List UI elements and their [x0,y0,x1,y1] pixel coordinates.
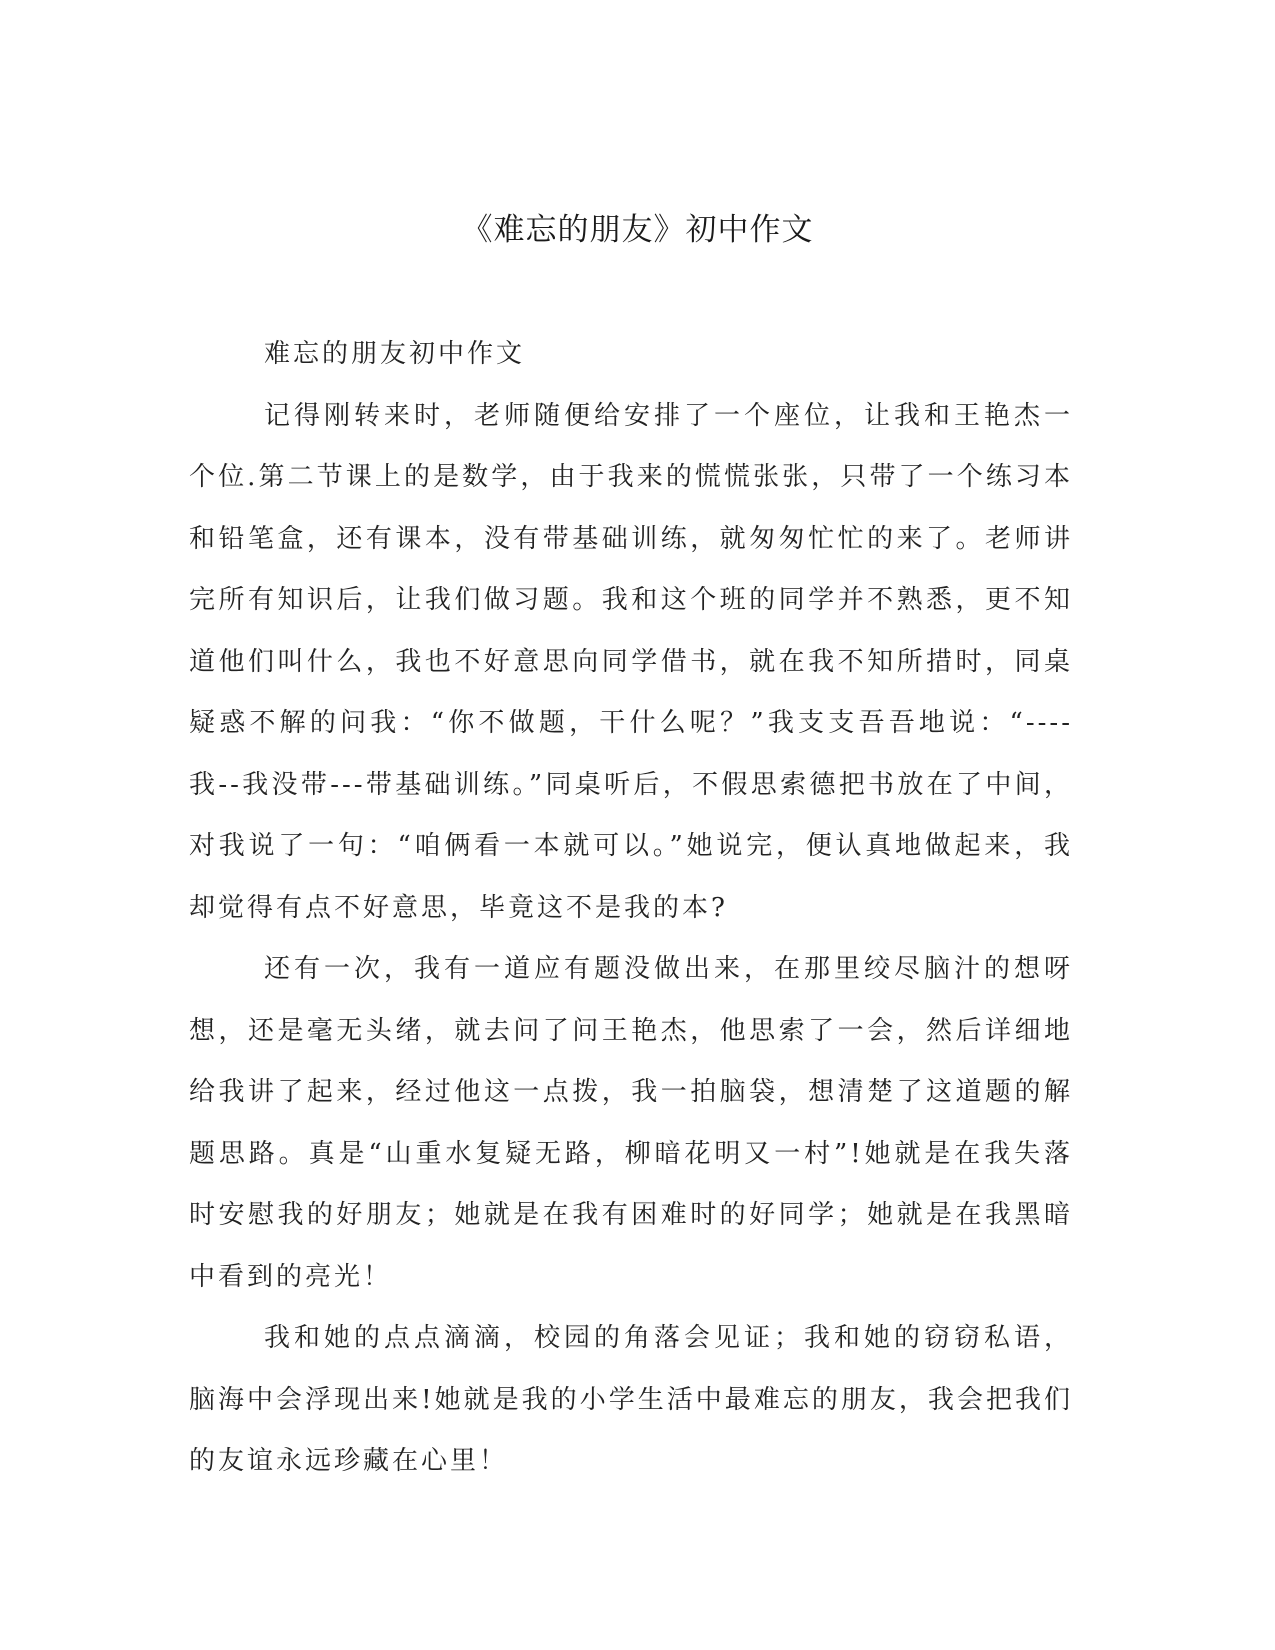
paragraph-1: 记得刚转来时，老师随便给安排了一个座位，让我和王艳杰一个位.第二节课上的是数学，由于我来的慌慌张张，只带了一个练习本和铅笔盒，还有课本，没有带基础训练，就匆匆忙忙的来了。老师讲完所有知识后，让我们做习题。我和这个班的同学并不熟悉，更不知道他们叫什么，我也不好意思向同学借书，就在我不知所措时，同桌疑惑不解的问我：“你不做题，干什么呢？”我支支吾吾地说：“----我--我没带---带基础训练。”同桌听后，不假思索德把书放在了中间，对我说了一句：“咱俩看一本就可以。”她说完，便认真地做起来，我却觉得有点不好意思，毕竟这不是我的本? [189,400,1073,923]
document-title: 《难忘的朋友》初中作文 [461,212,814,248]
document-body [189,324,1073,1493]
paragraph-2: 还有一次，我有一道应有题没做出来，在那里绞尽脑汁的想呀想，还是毫无头绪，就去问了问王艳杰，他思索了一会，然后详细地给我讲了起来，经过他这一点拨，我一拍脑袋，想清楚了这道题的解题思路。真是“山重水复疑无路，柳暗花明又一村”!她就是在我失落时安慰我的好朋友；她就是在我有困难时的好同学；她就是在我黑暗中看到的亮光！ [189,954,1073,1292]
essay-subtitle: 难忘的朋友初中作文 [264,339,526,369]
paragraph-3: 我和她的点点滴滴，校园的角落会见证；我和她的窃窃私语，脑海中会浮现出来!她就是我的小学生活中最难忘的朋友，我会把我们的友谊永远珍藏在心里！ [189,1323,1073,1476]
